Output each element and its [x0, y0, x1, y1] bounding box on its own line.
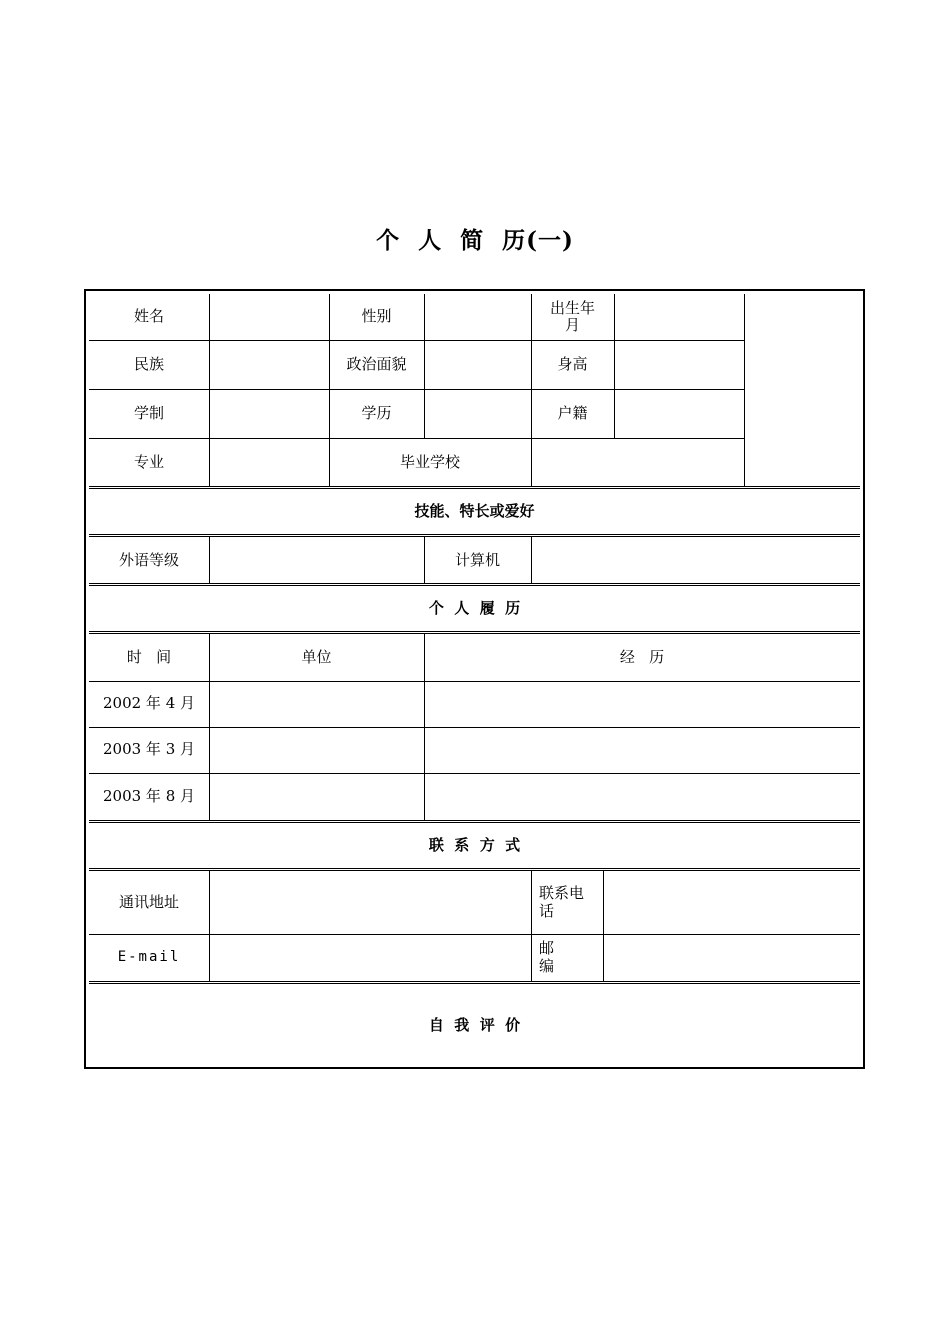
phone-field[interactable]	[603, 871, 860, 934]
email-field[interactable]	[209, 934, 531, 981]
school-field[interactable]	[531, 438, 744, 487]
history-time: 2002 年 4 月	[102, 694, 196, 713]
education-field[interactable]	[424, 389, 531, 438]
experience-column-header: 经 历	[619, 647, 665, 666]
gender-field[interactable]	[424, 294, 531, 340]
email-label: E-mail	[117, 949, 181, 966]
ethnicity-label: 民族	[133, 354, 164, 373]
political-status-field[interactable]	[424, 340, 531, 389]
history-experience-field[interactable]	[424, 773, 860, 820]
major-field[interactable]	[209, 438, 329, 487]
self-evaluation-header: 自 我 评 价	[428, 1016, 521, 1035]
language-level-field[interactable]	[209, 537, 424, 584]
address-label: 通讯地址	[118, 892, 179, 911]
history-time: 2003 年 3 月	[102, 740, 196, 759]
time-column-header: 时 间	[126, 647, 172, 666]
zip-code-field[interactable]	[603, 934, 860, 981]
major-label: 专业	[133, 452, 164, 471]
height-label: 身高	[557, 354, 588, 373]
language-level-label: 外语等级	[118, 550, 179, 569]
resume-table	[84, 289, 865, 1069]
page-title: 个 人 简 历(一)	[376, 227, 574, 254]
height-field[interactable]	[614, 340, 744, 389]
name-label: 姓名	[133, 307, 164, 326]
education-label: 学历	[361, 403, 392, 422]
history-unit-field[interactable]	[209, 773, 424, 820]
photo-area[interactable]	[744, 294, 860, 487]
skills-header: 技能、特长或爱好	[414, 502, 535, 521]
unit-column-header: 单位	[301, 647, 332, 666]
birth-date-field[interactable]	[614, 294, 744, 340]
computer-label: 计算机	[454, 550, 500, 569]
history-unit-field[interactable]	[209, 681, 424, 727]
school-label: 毕业学校	[399, 452, 460, 471]
name-field[interactable]	[209, 294, 329, 340]
history-time: 2003 年 8 月	[102, 786, 196, 805]
history-unit-field[interactable]	[209, 727, 424, 773]
political-status-label: 政治面貌	[346, 354, 407, 373]
history-header: 个 人 履 历	[428, 599, 521, 618]
hukou-label: 户籍	[557, 403, 588, 422]
computer-field[interactable]	[531, 537, 860, 584]
birth-date-label: 出生年月	[549, 298, 595, 334]
gender-label: 性别	[361, 307, 392, 326]
contact-header: 联 系 方 式	[428, 836, 521, 855]
phone-label: 联系电话	[539, 884, 585, 920]
address-field[interactable]	[209, 871, 531, 934]
ethnicity-field[interactable]	[209, 340, 329, 389]
hukou-field[interactable]	[614, 389, 744, 438]
schooling-field[interactable]	[209, 389, 329, 438]
history-experience-field[interactable]	[424, 727, 860, 773]
schooling-label: 学制	[133, 403, 164, 422]
history-experience-field[interactable]	[424, 681, 860, 727]
zip-code-label: 邮编	[539, 939, 555, 975]
resume-table-inner	[89, 294, 860, 1064]
